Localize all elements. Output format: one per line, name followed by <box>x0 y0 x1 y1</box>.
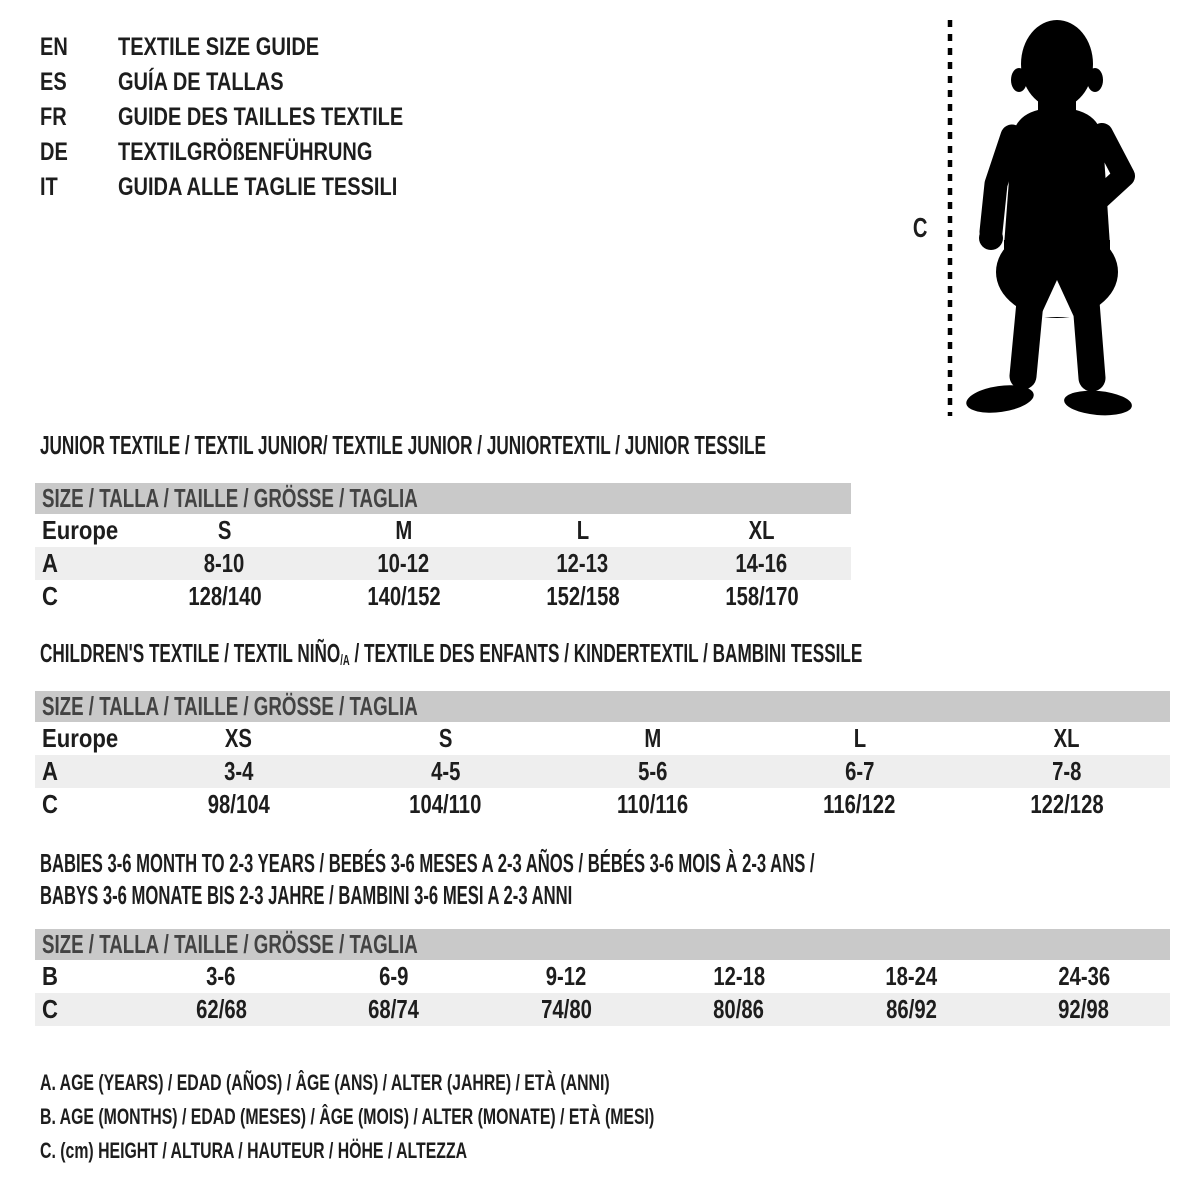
height-cell: 80/86 <box>713 994 765 1024</box>
height-cell: 74/80 <box>540 994 592 1024</box>
legend-row-b: B. AGE (MONTHS) / EDAD (MESES) / ÂGE (MOIS) / ALTER (MONATE) / ETÀ (MESI) <box>40 1104 655 1129</box>
height-cell: 92/98 <box>1058 994 1110 1024</box>
age-cell: 24-36 <box>1057 961 1110 991</box>
children-size-table <box>35 691 1170 821</box>
junior-size-table <box>35 483 851 613</box>
table-row-europe <box>35 722 1170 755</box>
size-cell: S <box>217 515 232 545</box>
age-cell: 10-12 <box>377 548 430 578</box>
language-row-de <box>40 135 475 170</box>
table-row-height-cm <box>35 580 851 613</box>
language-row-it <box>40 170 475 205</box>
table-row-height-cm <box>35 993 1170 1026</box>
row-label: Europe <box>42 723 119 753</box>
language-code: EN <box>40 33 68 61</box>
age-cell: 5-6 <box>637 756 668 786</box>
language-row-en <box>40 30 475 65</box>
height-cell: 158/170 <box>724 581 799 611</box>
size-table-header: SIZE / TALLA / TAILLE / GRÖSSE / TAGLIA <box>35 929 1170 960</box>
height-cell: 98/104 <box>207 789 270 819</box>
size-cell: M <box>644 723 661 753</box>
language-title: TEXTILGRÖßENFÜHRUNG <box>118 138 373 166</box>
age-cell: 3-4 <box>223 756 254 786</box>
table-row-age-months <box>35 960 1170 993</box>
babies-size-table <box>35 929 1170 1026</box>
size-cell: XL <box>748 515 775 545</box>
size-cell: M <box>395 515 412 545</box>
height-cell: 62/68 <box>195 994 247 1024</box>
table-row-height-cm <box>35 788 1170 821</box>
language-code: IT <box>40 173 58 201</box>
language-title: GUIDE DES TAILLES TEXTILE <box>118 103 404 131</box>
height-cell: 152/158 <box>545 581 620 611</box>
table-row-europe <box>35 514 851 547</box>
row-label: B <box>42 961 58 991</box>
language-code: DE <box>40 138 68 166</box>
toddler-figure <box>965 20 1133 418</box>
language-title: GUIDA ALLE TAGLIE TESSILI <box>118 173 398 201</box>
babies-section-heading-line1: BABIES 3-6 MONTH TO 2-3 YEARS / BEBÉS 3-6 MESES A 2-3 AÑOS / BÉBÉS 3-6 MOIS À 2-3 ANS / <box>40 848 815 878</box>
language-row-fr <box>40 100 475 135</box>
size-table-header: SIZE / TALLA / TAILLE / GRÖSSE / TAGLIA <box>35 483 851 514</box>
height-cell: 104/110 <box>409 789 482 819</box>
height-cell: 68/74 <box>368 994 420 1024</box>
height-cell: 128/140 <box>187 581 262 611</box>
table-row-age-years <box>35 755 1170 788</box>
height-cell: 140/152 <box>366 581 441 611</box>
table-row-age-years <box>35 547 851 580</box>
size-cell: L <box>853 723 866 753</box>
age-cell: 12-13 <box>556 548 609 578</box>
row-label: A <box>42 756 58 786</box>
language-title: GUÍA DE TALLAS <box>118 68 284 96</box>
age-cell: 9-12 <box>545 961 587 991</box>
age-cell: 4-5 <box>430 756 461 786</box>
row-label: C <box>42 581 58 611</box>
size-cell: S <box>438 723 453 753</box>
legend-row-a: A. AGE (YEARS) / EDAD (AÑOS) / ÂGE (ANS) / ALTER (JAHRE) / ETÀ (ANNI) <box>40 1070 610 1095</box>
age-cell: 7-8 <box>1051 756 1082 786</box>
age-cell: 8-10 <box>204 548 245 578</box>
row-label: C <box>42 994 58 1024</box>
age-cell: 14-16 <box>735 548 788 578</box>
heading-subscript: /A <box>340 653 350 670</box>
toddler-silhouette <box>940 14 1145 420</box>
height-cell: 116/122 <box>823 789 896 819</box>
language-list <box>40 30 475 205</box>
age-cell: 3-6 <box>206 961 236 991</box>
language-title: TEXTILE SIZE GUIDE <box>118 33 320 61</box>
legend-row-c: C. (cm) HEIGHT / ALTURA / HAUTEUR / HÖHE / ALTEZZA <box>40 1138 468 1163</box>
height-cell: 122/128 <box>1029 789 1104 819</box>
age-cell: 18-24 <box>885 961 938 991</box>
language-code: ES <box>40 68 67 96</box>
language-row-es <box>40 65 475 100</box>
junior-section-heading: JUNIOR TEXTILE / TEXTIL JUNIOR/ TEXTILE JUNIOR / JUNIORTEXTIL / JUNIOR TESSILE <box>40 430 766 460</box>
size-table-header: SIZE / TALLA / TAILLE / GRÖSSE / TAGLIA <box>35 691 1170 722</box>
size-cell: XS <box>224 723 253 753</box>
age-cell: 6-7 <box>844 756 875 786</box>
row-label: C <box>42 789 58 819</box>
row-label: Europe <box>42 515 119 545</box>
height-cell: 110/116 <box>616 789 689 819</box>
row-label: A <box>42 548 58 578</box>
height-measure-label: C <box>912 212 928 243</box>
size-cell: XL <box>1053 723 1080 753</box>
age-cell: 12-18 <box>712 961 765 991</box>
legend <box>40 1066 893 1168</box>
height-cell: 86/92 <box>885 994 937 1024</box>
size-cell: L <box>576 515 589 545</box>
babies-section-heading-line2: BABYS 3-6 MONATE BIS 2-3 JAHRE / BAMBINI 3-6 MESI A 2-3 ANNI <box>40 880 573 910</box>
language-code: FR <box>40 103 67 131</box>
children-section-heading: CHILDREN'S TEXTILE / TEXTIL $NIÑO_{/A}$ / TEXTILE DES ENFANTS / KINDERTEXTIL / BAMBINI TESSILE <box>40 638 863 670</box>
age-cell: 6-9 <box>379 961 409 991</box>
